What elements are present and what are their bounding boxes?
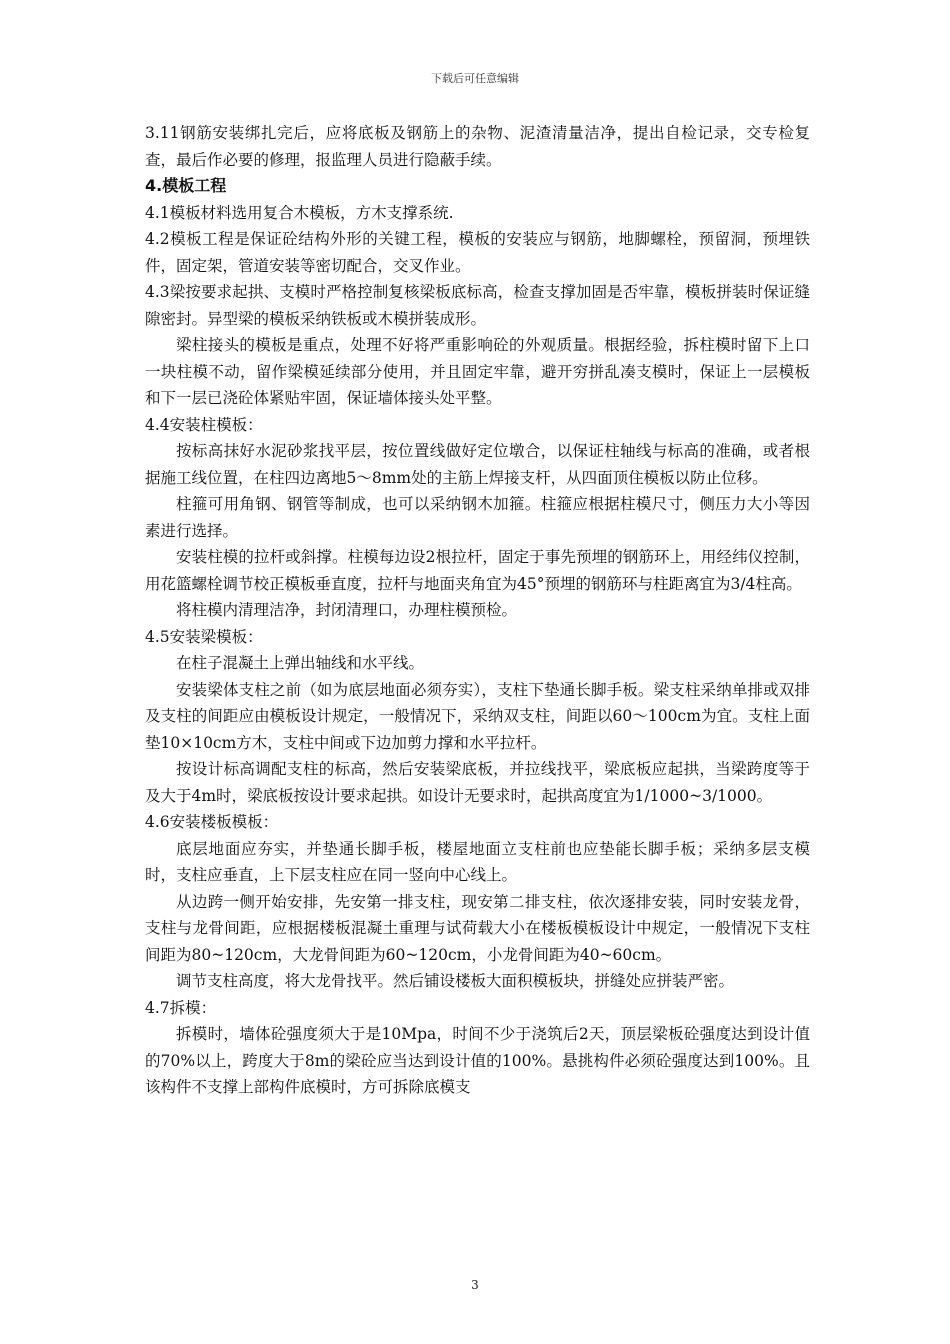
- body-paragraph: 4.7拆模：: [145, 998, 217, 1017]
- body-paragraph: 调节支柱高度，将大龙骨找平。然后铺设楼板大面积模板块，拼缝处应拼装严密。: [176, 972, 735, 990]
- page-header: 下载后可任意编辑: [431, 72, 519, 85]
- body-paragraph: 4.4安装柱模板：: [145, 415, 263, 434]
- body-paragraph: 在柱子混凝土上弹出轴线和水平线。: [176, 654, 425, 672]
- page-number: 3: [471, 1278, 479, 1292]
- body-paragraph: 拆模时，墙体砼强度须大于是10Mpa，时间不少于浇筑后2天，顶层梁板砼强度达到设计值的70%以上，跨度大于8m的梁砼应当达到设计值的100%。悬挑构件必须砼强度达到100%。且该构件不支撑上部构件底模时，方可拆除底模支: [145, 1025, 810, 1096]
- body-paragraph: 安装梁体支柱之前（如为底层地面必须夯实），支柱下垫通长脚手板。梁支柱采纳单排或双排及支柱的间距应由模板设计规定，一般情况下，采纳双支柱，间距以60～100cm为宜。支柱上面垫10×10cm方木，支柱中间或下边加剪力撑和水平拉杆。: [145, 680, 810, 752]
- body-paragraph: 安装柱模的拉杆或斜撑。柱模每边设2根拉杆，固定于事先预埋的钢筋环上，用经纬仪控制，用花篮螺栓调节校正模板垂直度，拉杆与地面夹角宜为45°预埋的钢筋环与柱距离宜为3/4柱高。: [145, 548, 810, 593]
- body-paragraph: 3.11钢筋安装绑扎完后，应将底板及钢筋上的杂物、泥渣清量洁净，提出自检记录，交专检复查，最后作必要的修理，报监理人员进行隐蔽手续。: [145, 124, 810, 169]
- body-paragraph: 底层地面应夯实，并垫通长脚手板，楼屋地面立支柱前也应垫能长脚手板；采纳多层支模时，支柱应垂直，上下层支柱应在同一竖向中心线上。: [145, 839, 810, 884]
- body-paragraph: 4.3梁按要求起拱、支模时严格控制复核梁板底标高，检查支撑加固是否牢靠，模板拼装时保证缝隙密封。异型梁的模板采纳铁板或木模拼装成形。: [145, 283, 810, 328]
- body-paragraph: 按设计标高调配支柱的标高，然后安装梁底板，并拉线找平，梁底板应起拱，当梁跨度等于及大于4m时，梁底板按设计要求起拱。如设计无要求时，起拱高度宜为1/1000~3/1000。: [145, 760, 810, 805]
- body-paragraph: 4.6安装楼板模板：: [145, 813, 279, 831]
- body-paragraph: 梁柱接头的模板是重点，处理不好将严重影响砼的外观质量。根据经验，拆柱模时留下上口一块柱模不动，留作梁模延续部分使用，并且固定牢靠，避开穷拼乱凑支模时，保证上一层模板和下一层已浇砼体紧贴牢固，保证墙体接头处平整。: [145, 336, 810, 407]
- body-paragraph: 按标高抹好水泥砂浆找平层，按位置线做好定位墩合，以保证柱轴线与标高的准确，或者根据施工线位置，在柱四边离地5～8mm处的主筋上焊接支杆，从四面顶住模板以防止位移。: [145, 442, 810, 487]
- section-heading: 4.模板工程: [145, 176, 227, 195]
- body-paragraph: 4.5安装梁模板：: [145, 627, 263, 646]
- body-paragraph: 从边跨一侧开始安排，先安第一排支柱，现安第二排支柱，依次逐排安装，同时安装龙骨，支柱与龙骨间距，应根据楼板混凝土重理与试荷载大小在楼板模板设计中规定，一般情况下支柱间距为80~120cm，大龙骨间距为60~120cm，小龙骨间距为40~60cm。: [145, 892, 810, 964]
- body-paragraph: 将柱模内清理洁净，封闭清理口，办理柱模预检。: [176, 601, 518, 619]
- body-paragraph: 柱箍可用角钢、钢管等制成，也可以采纳钢木加箍。柱箍应根据柱模尺寸，侧压力大小等因素进行选择。: [145, 495, 810, 540]
- body-paragraph: 4.1模板材料选用复合木模板，方木支撑系统.: [145, 203, 454, 222]
- body-paragraph: 4.2模板工程是保证砼结构外形的关键工程，模板的安装应与钢筋，地脚螺栓，预留洞，预埋铁件，固定架，管道安装等密切配合，交叉作业。: [145, 230, 810, 275]
- document-body: [145, 120, 810, 1101]
